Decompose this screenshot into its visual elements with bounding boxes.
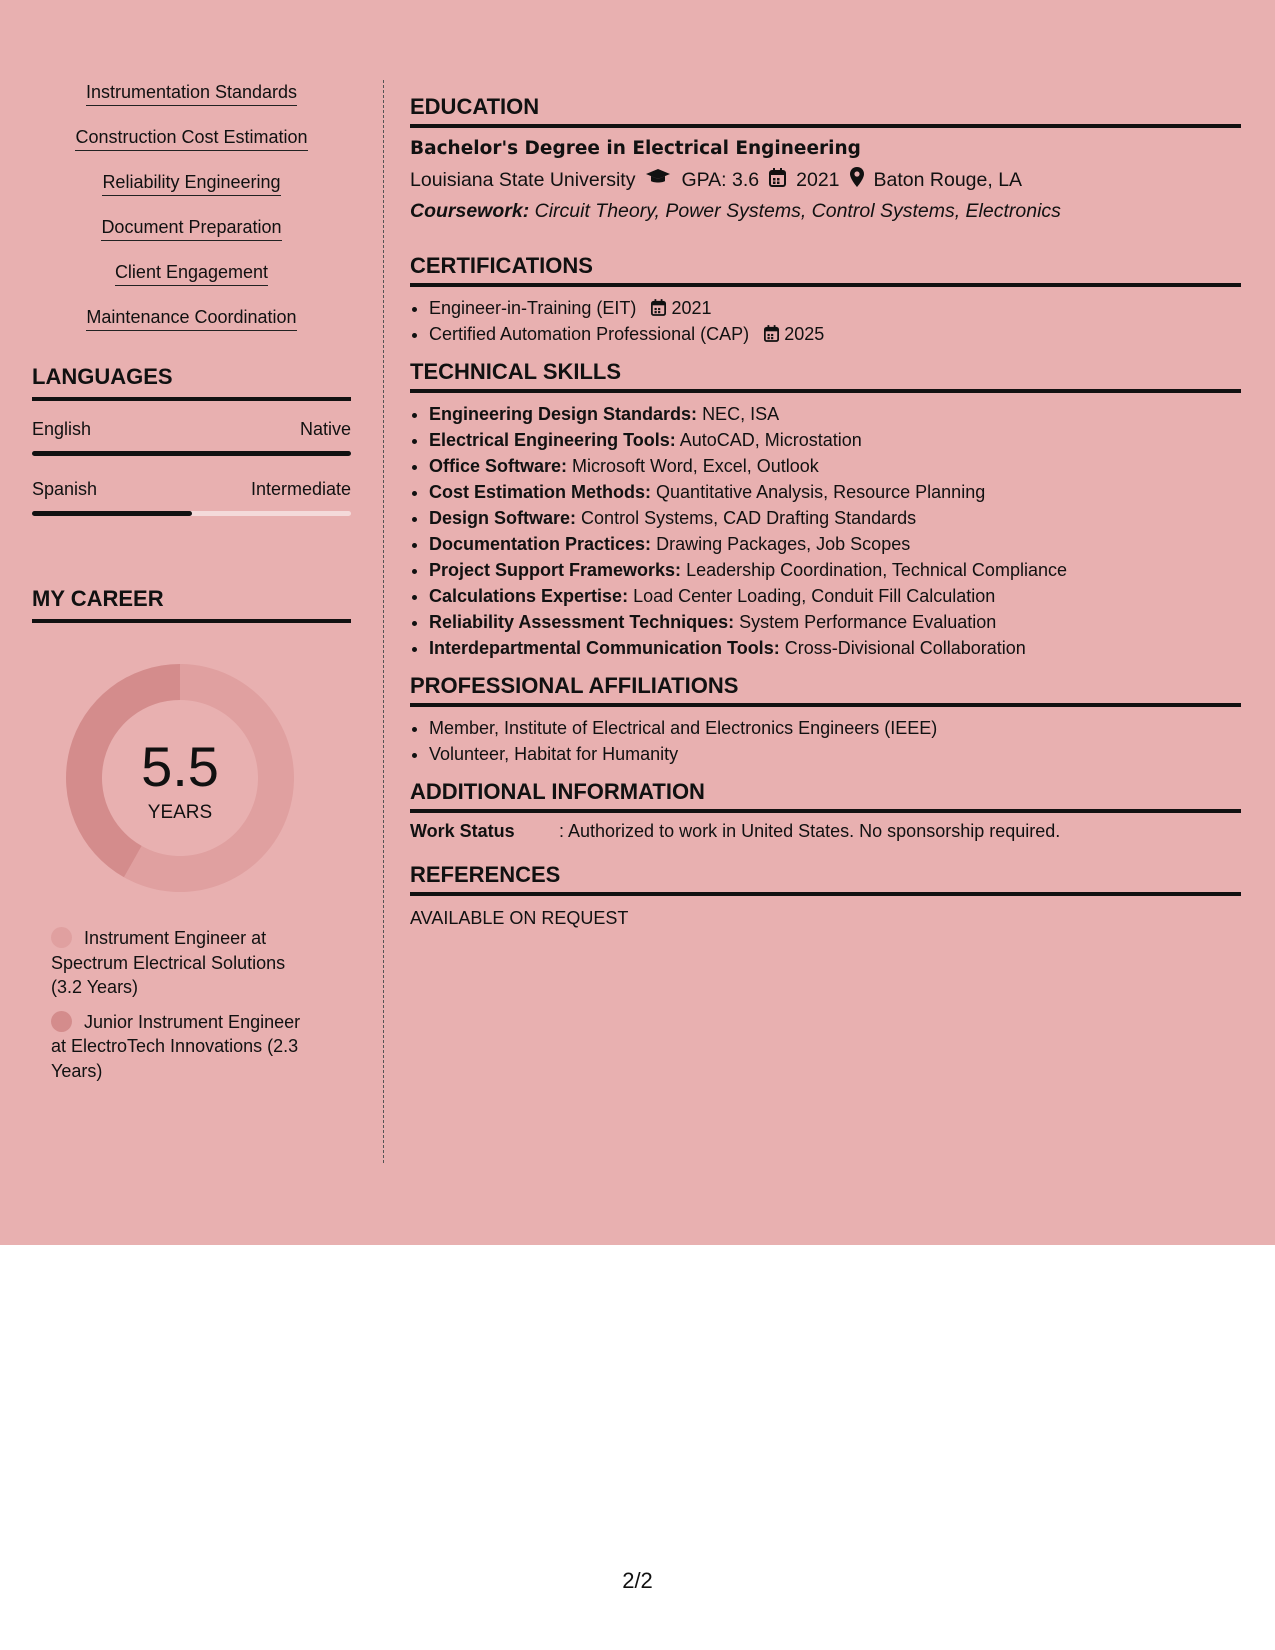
technical-skill-item xyxy=(429,481,1241,503)
education-details xyxy=(410,167,1241,193)
skill-item: Maintenance Coordination xyxy=(32,307,351,334)
education-section xyxy=(410,94,1241,223)
degree-title: Bachelor's Degree in Electrical Engineering xyxy=(410,138,861,159)
skill-item: Client Engagement xyxy=(32,262,351,289)
language-bar xyxy=(32,511,351,516)
skill-label: Documentation Practices: xyxy=(429,534,652,554)
technical-skill-item xyxy=(429,611,1241,633)
certification-item: • Certified Automation Professional (CAP) 2025 xyxy=(429,323,1241,345)
career-unit: YEARS xyxy=(147,802,213,823)
career-job: Junior Instrument Engineer at ElectroTech Innovations (2.3 Years) xyxy=(51,1011,301,1081)
language-english xyxy=(32,419,351,456)
references-heading: REFERENCES xyxy=(410,862,1241,896)
language-level: Intermediate xyxy=(250,479,351,499)
legend-dot xyxy=(51,1011,72,1032)
graduation-year: 2021 xyxy=(796,168,840,191)
skill-value: AutoCAD, Microstation xyxy=(679,430,862,450)
additional-section xyxy=(410,779,1241,842)
skill-value: Leadership Coordination, Technical Compliance xyxy=(686,560,1067,580)
certification-item: • Engineer-in-Training (EIT) 2021 xyxy=(429,297,1241,319)
language-bar-fill xyxy=(32,511,192,516)
technical-skills-heading: TECHNICAL SKILLS xyxy=(410,359,1241,393)
language-bar xyxy=(32,451,351,456)
certifications-list xyxy=(410,297,1241,345)
language-bar-fill xyxy=(32,451,351,456)
languages-heading: LANGUAGES xyxy=(32,364,351,401)
additional-heading: ADDITIONAL INFORMATION xyxy=(410,779,1241,813)
skill-label: Engineering Design Standards: xyxy=(429,404,698,424)
right-column xyxy=(410,94,1241,929)
technical-skill-item xyxy=(429,559,1241,581)
career-legend xyxy=(32,926,351,1083)
technical-skill-item xyxy=(429,533,1241,555)
school-name: Louisiana State University xyxy=(410,168,636,191)
technical-skill-item xyxy=(429,403,1241,425)
skill-item: Reliability Engineering xyxy=(32,172,351,199)
career-job: Instrument Engineer at Spectrum Electrical Solutions (3.2 Years) xyxy=(51,928,286,997)
technical-skills-list xyxy=(410,403,1241,659)
skill-label: Cost Estimation Methods: xyxy=(429,482,652,502)
skill-label: Design Software: xyxy=(429,508,577,528)
affiliation-item: • Member, Institute of Electrical and Electronics Engineers (IEEE) xyxy=(429,717,1241,739)
skills-list xyxy=(32,82,351,334)
technical-skills-section xyxy=(410,359,1241,659)
skill-label: Reliability Assessment Techniques: xyxy=(429,612,735,632)
skill-value: Load Center Loading, Conduit Fill Calculation xyxy=(633,586,996,606)
skill-label: Calculations Expertise: xyxy=(429,586,629,606)
location-pin-icon xyxy=(850,167,864,193)
graduation-cap-icon xyxy=(645,168,671,192)
page-number: 2/2 xyxy=(622,1568,653,1593)
language-spanish xyxy=(32,479,351,516)
technical-skill-item xyxy=(429,507,1241,529)
references-text: AVAILABLE ON REQUEST xyxy=(410,908,629,928)
coursework-list: Circuit Theory, Power Systems, Control Systems, Electronics xyxy=(534,200,1061,222)
work-status xyxy=(410,821,1241,842)
calendar-icon xyxy=(764,324,779,344)
work-status-label: Work Status xyxy=(410,821,515,841)
career-donut xyxy=(65,663,295,893)
certification-year: 2021 xyxy=(671,298,712,318)
coursework-label: Coursework: xyxy=(410,200,530,222)
skill-value: Cross-Divisional Collaboration xyxy=(784,638,1026,658)
certifications-section xyxy=(410,253,1241,345)
language-name: English xyxy=(32,419,92,439)
career-total: 5.5 xyxy=(141,735,219,798)
left-column xyxy=(32,82,351,1093)
affiliations-section xyxy=(410,673,1241,765)
skill-value: Microsoft Word, Excel, Outlook xyxy=(572,456,819,476)
school-location: Baton Rouge, LA xyxy=(873,168,1023,191)
education-heading: EDUCATION xyxy=(410,94,1241,128)
affiliations-list xyxy=(410,717,1241,765)
skill-label: Office Software: xyxy=(429,456,568,476)
skill-item: Construction Cost Estimation xyxy=(32,127,351,154)
language-level: Native xyxy=(299,419,351,439)
skill-value: System Performance Evaluation xyxy=(739,612,997,632)
affiliations-heading: PROFESSIONAL AFFILIATIONS xyxy=(410,673,1241,707)
work-status-value: : Authorized to work in United States. No sponsorship required. xyxy=(559,821,1061,841)
calendar-icon xyxy=(651,298,666,318)
skill-label: Project Support Frameworks: xyxy=(429,560,682,580)
legend-dot xyxy=(51,927,72,948)
certification-year: 2025 xyxy=(784,324,825,344)
references-section xyxy=(410,862,1241,929)
technical-skill-item xyxy=(429,429,1241,451)
column-divider xyxy=(383,80,384,1163)
calendar-icon xyxy=(769,168,786,193)
technical-skill-item xyxy=(429,585,1241,607)
technical-skill-item xyxy=(429,637,1241,659)
skill-label: Interdepartmental Communication Tools: xyxy=(429,638,780,658)
gpa: GPA: 3.6 xyxy=(681,168,760,191)
certifications-heading: CERTIFICATIONS xyxy=(410,253,1241,287)
technical-skill-item xyxy=(429,455,1241,477)
skill-value: NEC, ISA xyxy=(702,404,780,424)
skill-value: Control Systems, CAD Drafting Standards xyxy=(581,508,917,528)
skill-label: Electrical Engineering Tools: xyxy=(429,430,676,450)
coursework xyxy=(410,200,1241,223)
affiliation-item: • Volunteer, Habitat for Humanity xyxy=(429,743,1241,765)
skill-item: Document Preparation xyxy=(32,217,351,244)
skill-value: Quantitative Analysis, Resource Planning xyxy=(656,482,986,502)
language-name: Spanish xyxy=(32,479,98,499)
career-heading: MY CAREER xyxy=(32,586,351,623)
skill-item: Instrumentation Standards xyxy=(32,82,351,109)
skill-value: Drawing Packages, Job Scopes xyxy=(656,534,911,554)
